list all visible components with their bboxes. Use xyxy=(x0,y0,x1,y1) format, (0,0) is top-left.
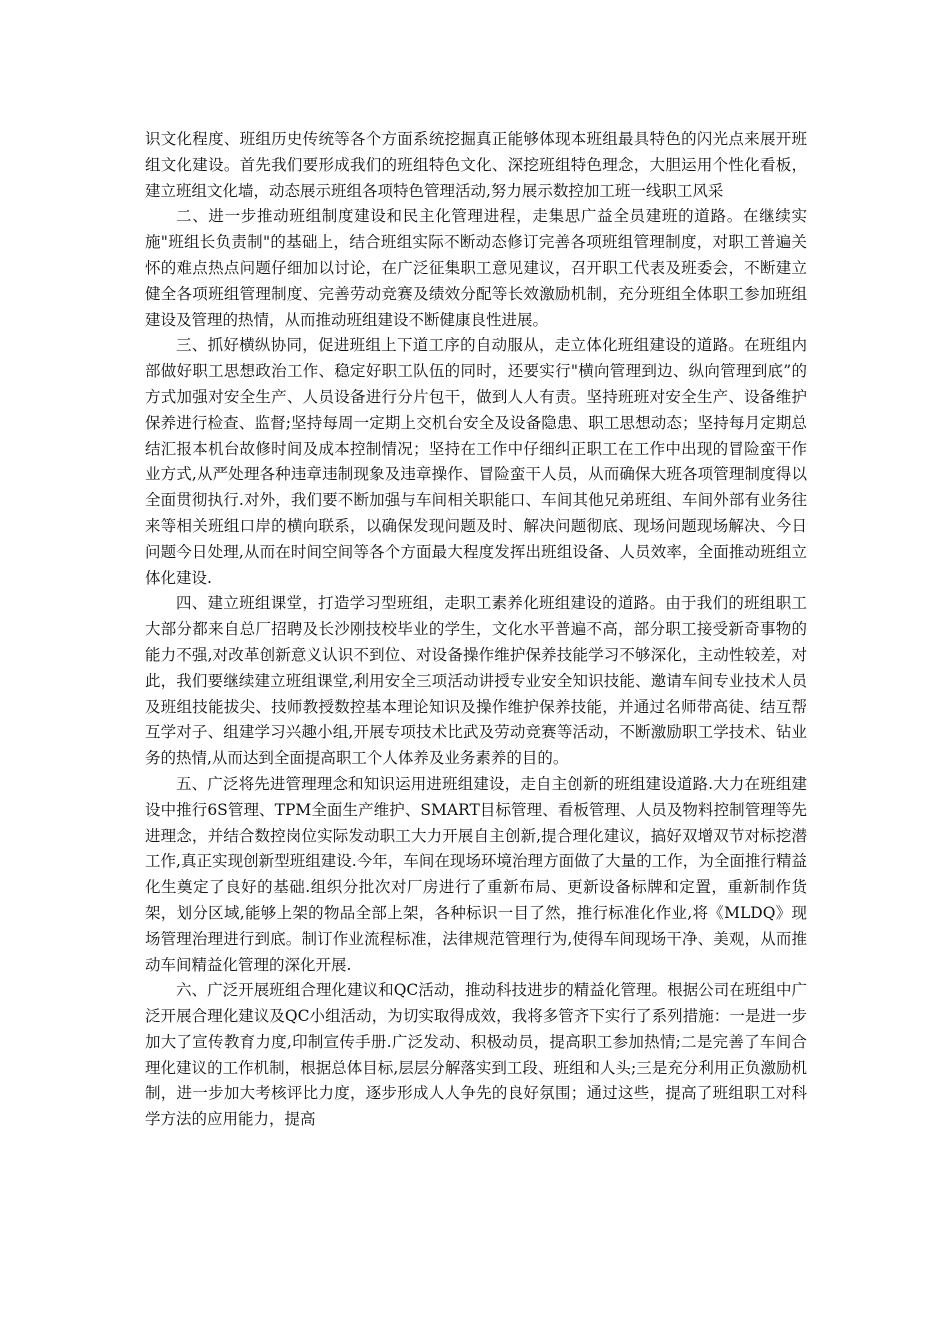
paragraph-section-5: 五、广泛将先进管理理念和知识运用进班组建设，走自主创新的班组建设道路.大力在班组建设中推行6S管理、TPM全面生产维护、SMART目标管理、看板管理、人员及物料控制管理等先进理念，并结合数控岗位实际发动职工大力开展自主创新,提合理化建议，搞好双增双节对标挖潜工作,真正实现创新型班组建设.今年，车间在现场环境治理方面做了大量的工作，为全面推行精益化生奠定了良好的基础.组织分批次对厂房进行了重新布局、更新设备标牌和定置，重新制作货架，划分区域,能够上架的物品全部上架，各种标识一目了然，推行标准化作业,将《MLDQ》现场管理治理进行到底。制订作业流程标准，法律规范管理行为,使得车间现场干净、美观，从而推动车间精益化管理的深化开展. xyxy=(145,774,807,974)
document-page xyxy=(145,127,807,1133)
paragraph-intro-continuation: 识文化程度、班组历史传统等各个方面系统挖掘真正能够体现本班组最具特色的闪光点来展开班组文化建设。首先我们要形成我们的班组特色文化、深挖班组特色理念，大胆运用个性化看板，建立班组文化墙，动态展示班组各项特色管理活动,努力展示数控加工班一线职工风采 xyxy=(145,130,807,200)
paragraph-section-4: 四、建立班组课堂，打造学习型班组，走职工素养化班组建设的道路。由于我们的班组职工大部分都来自总厂招聘及长沙刚技校毕业的学生，文化水平普遍不高，部分职工接受新奇事物的能力不强,对改革创新意义认识不到位、对设备操作维护保养技能学习不够深化，主动性较差，对此，我们要继续建立班组课堂,利用安全三项活动讲授专业安全知识技能、邀请车间专业技术人员及班组技能拔尖、技师教授数控基本理论知识及操作维护保养技能，并通过名师带高徒、结互帮互学对子、组建学习兴趣小组,开展专项技术比武及劳动竞赛等活动，不断激励职工学技术、钻业务的热情,从而达到全面提高职工个人体养及业务素养的目的。 xyxy=(145,594,807,768)
paragraph-section-2: 二、进一步推动班组制度建设和民主化管理进程，走集思广益全员建班的道路。在继续实施"班组长负责制"的基础上，结合班组实际不断动态修订完善各项班组管理制度，对职工普遍关怀的难点热点问题仔细加以讨论，在广泛征集职工意见建议，召开职工代表及班委会，不断建立健全各项班组管理制度、完善劳动竞赛及绩效分配等长效激励机制，充分班组全体职工参加班组建设及管理的热情，从而推动班组建设不断健康良性进展。 xyxy=(145,207,807,329)
paragraph-section-3: 三、抓好横纵协同，促进班组上下道工序的自动服从，走立体化班组建设的道路。在班组内部做好职工思想政治工作、稳定好职工队伍的同时，还要实行"横向管理到边、纵向管理到底”的方式加强对安全生产、人员设备进行分片包干，做到人人有责。坚持班班对安全生产、设备维护保养进行检查、监督;坚持每周一定期上交机台安全及设备隐患、职工思想动态；坚持每月定期总结汇报本机台故修时间及成本控制情况；坚持在工作中仔细纠正职工在工作中出现的冒险蛮干作业方式,从严处理各种违章违制现象及违章操作、冒险蛮干人员，从而确保大班各项管理制度得以全面贯彻执行.对外，我们要不断加强与车间相关职能口、车间其他兄弟班组、车间外部有业务往来等相关班组口岸的横向联系，以确保发现问题及时、解决问题彻底、现场问题现场解决、今日问题今日处理,从而在时间空间等各个方面最大程度发挥出班组设备、人员效率，全面推动班组立体化建设. xyxy=(145,336,807,587)
paragraph-section-6: 六、广泛开展班组合理化建议和QC活动，推动科技进步的精益化管理。根据公司在班组中广泛开展合理化建议及QC小组活动，为切实取得成效，我将多管齐下实行了系列措施：一是进一步加大了宣传教育力度,印制宣传手册.广泛发动、积极动员，提高职工参加热情;二是完善了车间合理化建议的工作机制，根据总体目标,层层分解落实到工段、班组和人头;三是充分利用正负激励机制，进一步加大考核评比力度，逐步形成人人争先的良好氛围；通过这些，提高了班组职工对科学方法的应用能力，提高 xyxy=(145,981,807,1129)
